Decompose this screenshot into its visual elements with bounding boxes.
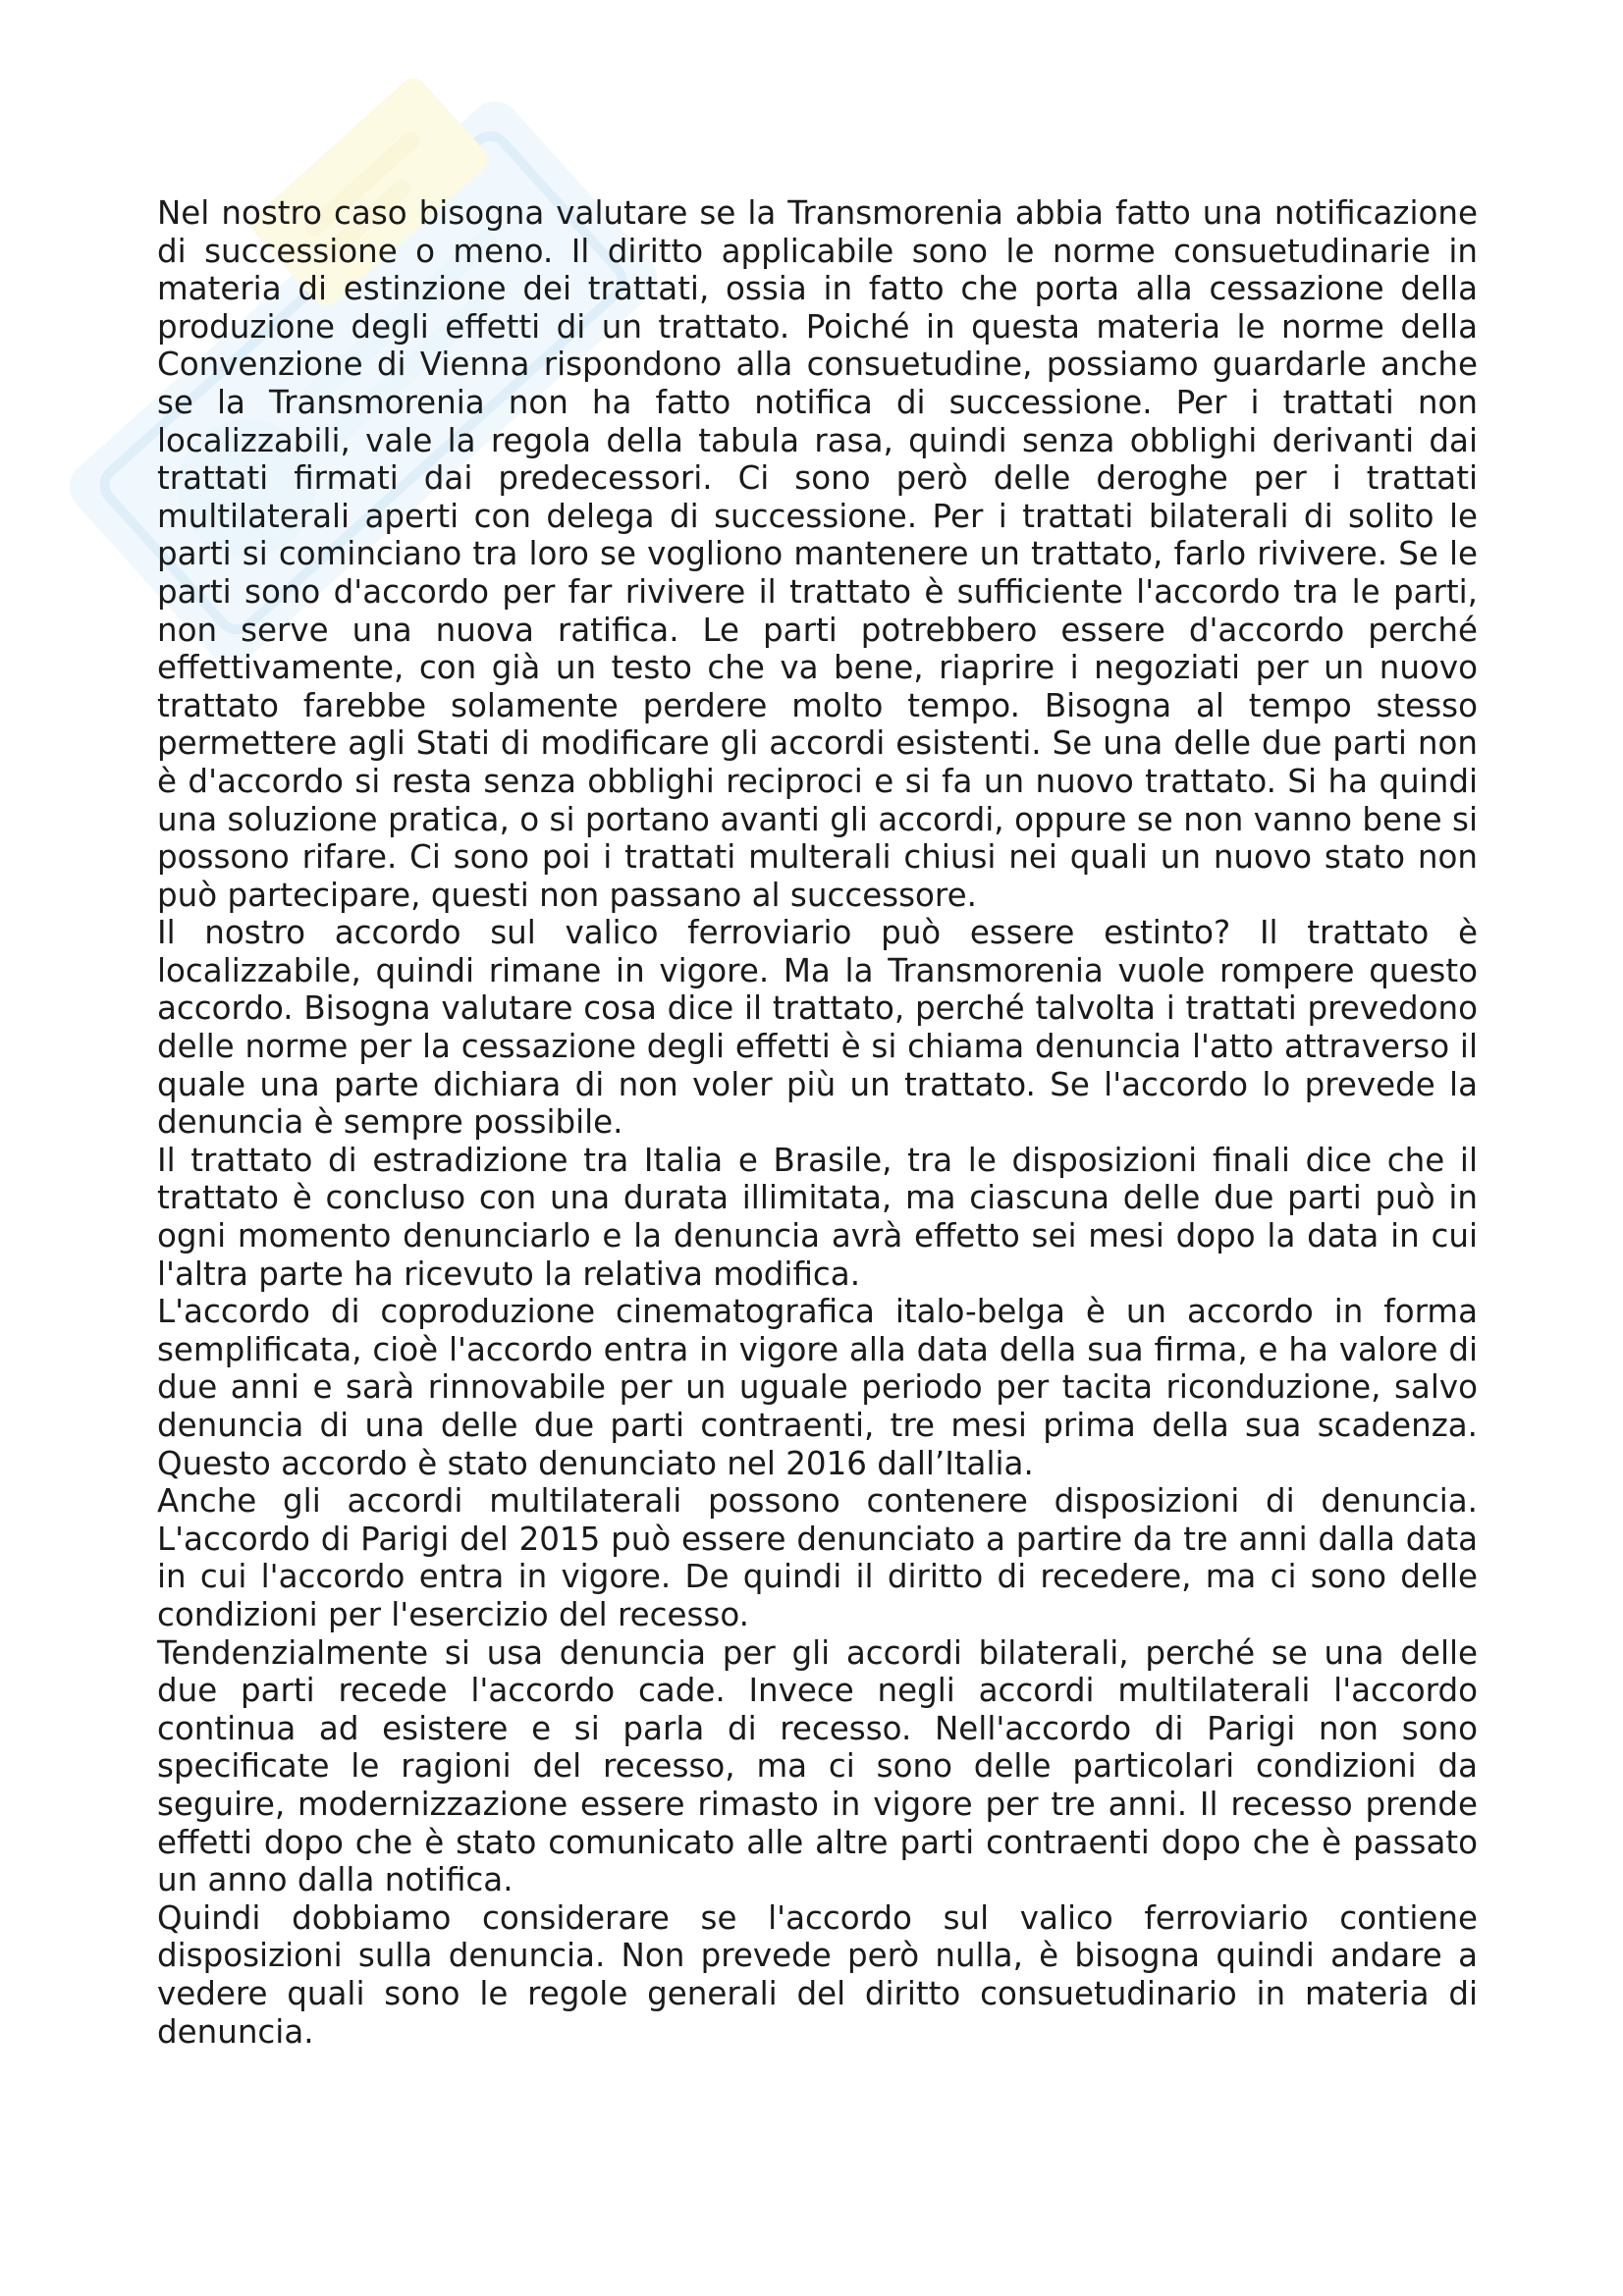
paragraph: Quindi dobbiamo considerare se l'accordo sul valico ferroviario contiene disposizioni sulla denuncia. Non prevede però nulla, è bisogna quindi andare a vedere quali sono le regole generali del diritto consuetudinario in materia di denuncia.: [157, 1898, 1478, 2051]
paragraph: Tendenzialmente si usa denuncia per gli accordi bilaterali, perché se una delle due parti recede l'accordo cade. Invece negli accordi multilaterali l'accordo continua ad esistere e si parla di recesso. Nell'accordo di Parigi non sono specificate le ragioni del recesso, ma ci sono delle particolari condizioni da seguire, modernizzazione essere rimasto in vigore per tre anni. Il recesso prende effetti dopo che è stato comunicato alle altre parti contraenti dopo che è passato un anno dalla notifica.: [157, 1633, 1478, 1899]
paragraph: Anche gli accordi multilaterali possono contenere disposizioni di denuncia. L'accordo di Parigi del 2015 può essere denunciato a partire da tre anni dalla data in cui l'accordo entra in vigore. De quindi il diritto di recedere, ma ci sono delle condizioni per l'esercizio del recesso.: [157, 1482, 1478, 1633]
paragraph: L'accordo di coproduzione cinematografica italo-belga è un accordo in forma semplificata, cioè l'accordo entra in vigore alla data della sua firma, e ha valore di due anni e sarà rinnovabile per un uguale periodo per tacita riconduzione, salvo denuncia di una delle due parti contraenti, tre mesi prima della sua scadenza. Questo accordo è stato denunciato nel 2016 dall’Italia.: [157, 1293, 1478, 1482]
body-text: [157, 194, 1478, 2051]
paragraph: Il trattato di estradizione tra Italia e Brasile, tra le disposizioni finali dice che il trattato è concluso con una durata illimitata, ma ciascuna delle due parti può in ogni momento denunciarlo e la denuncia avrà effetto sei mesi dopo la data in cui l'altra parte ha ricevuto la relativa modifica.: [157, 1141, 1478, 1293]
paragraph: Il nostro accordo sul valico ferroviario può essere estinto? Il trattato è localizzabile, quindi rimane in vigore. Ma la Transmorenia vuole rompere questo accordo. Bisogna valutare cosa dice il trattato, perché talvolta i trattati prevedono delle norme per la cessazione degli effetti è si chiama denuncia l'atto attraverso il quale una parte dichiara di non voler più un trattato. Se l'accordo lo prevede la denuncia è sempre possibile.: [157, 914, 1478, 1142]
paragraph: Nel nostro caso bisogna valutare se la Transmorenia abbia fatto una notificazione di successione o meno. Il diritto applicabile sono le norme consuetudinarie in materia di estinzione dei trattati, ossia in fatto che porta alla cessazione della produzione degli effetti di un trattato. Poiché in questa materia le norme della Convenzione di Vienna rispondono alla consuetudine, possiamo guardarle anche se la Transmorenia non ha fatto notifica di successione. Per i trattati non localizzabili, vale la regola della tabula rasa, quindi senza obblighi derivanti dai trattati firmati dai predecessori. Ci sono però delle deroghe per i trattati multilaterali aperti con delega di successione. Per i trattati bilaterali di solito le parti si cominciano tra loro se vogliono mantenere un trattato, farlo rivivere. Se le parti sono d'accordo per far rivivere il trattato è sufficiente l'accordo tra le parti, non serve una nuova ratifica. Le parti potrebbero essere d'accordo perché effettivamente, con già un testo che va bene, riaprire i negoziati per un nuovo trattato farebbe solamente perdere molto tempo. Bisogna al tempo stesso permettere agli Stati di modificare gli accordi esistenti. Se una delle due parti non è d'accordo si resta senza obblighi reciproci e si fa un nuovo trattato. Si ha quindi una soluzione pratica, o si portano avanti gli accordi, oppure se non vanno bene si possono rifare. Ci sono poi i trattati multerali chiusi nei quali un nuovo stato non può partecipare, questi non passano al successore.: [157, 194, 1478, 914]
